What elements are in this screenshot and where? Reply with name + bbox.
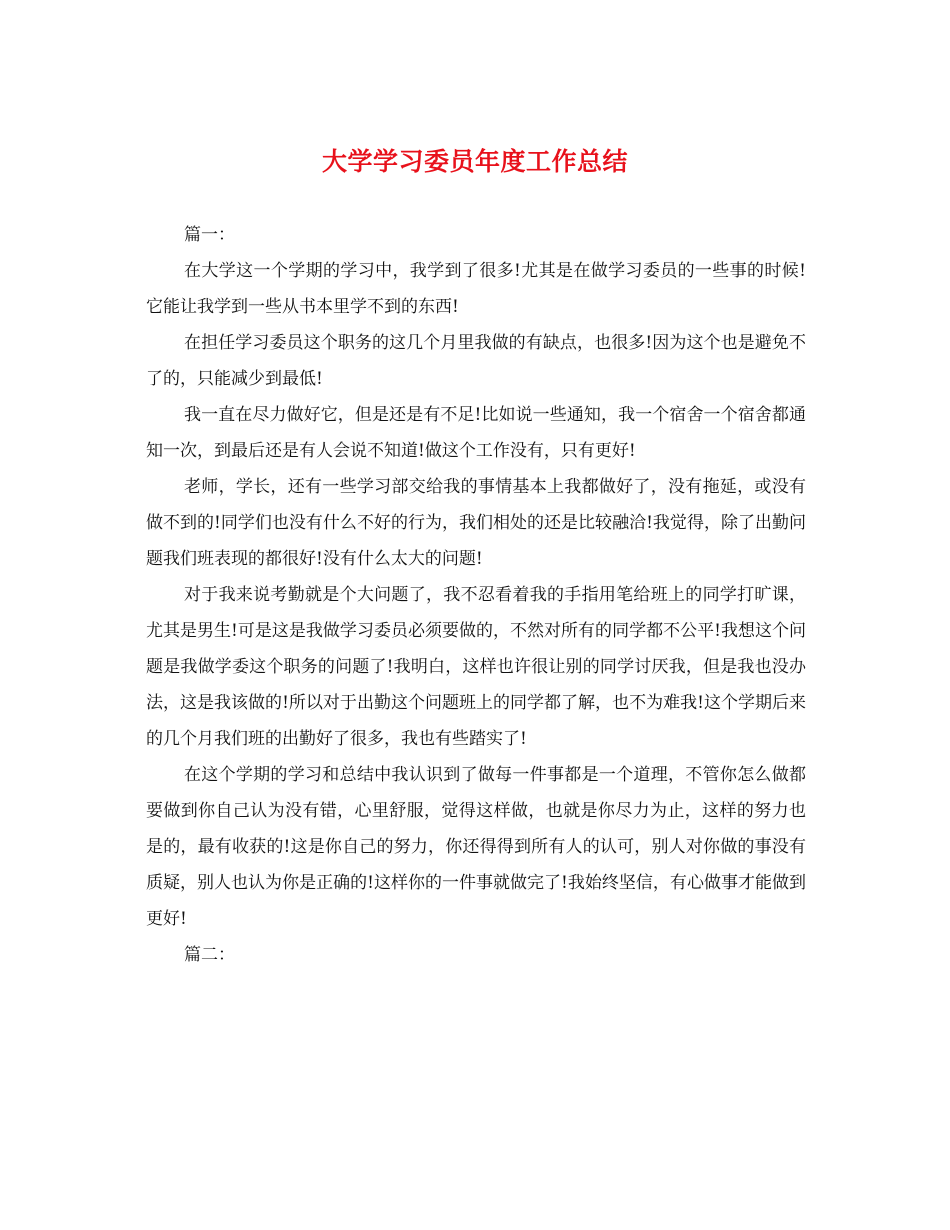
paragraph: 我一直在尽力做好它，但是还是有不足!比如说一些通知，我一个宿舍一个宿舍都通知一次，到最后还是有人会说不知道!做这个工作没有，只有更好! — [146, 405, 806, 461]
paragraph: 在大学这一个学期的学习中，我学到了很多!尤其是在做学习委员的一些事的时候!它能让我学到一些从书本里学不到的东西! — [146, 261, 806, 317]
paragraph: 在担任学习委员这个职务的这几个月里我做的有缺点，也很多!因为这个也是避免不了的，只能减少到最低! — [146, 333, 806, 389]
paragraph: 对于我来说考勤就是个大问题了，我不忍看着我的手指用笔给班上的同学打旷课，尤其是男生!可是这是我做学习委员必须要做的，不然对所有的同学都不公平!我想这个问题是我做学委这个职务的问题了!我明白，这样也许很让别的同学讨厌我，但是我也没办法，这是我该做的!所以对于出勤这个问题班上的同学都了解，也不为难我!这个学期后来的几个月我们班的出勤好了很多，我也有些踏实了! — [146, 585, 806, 749]
paragraph: 老师，学长，还有一些学习部交给我的事情基本上我都做好了，没有拖延，或没有做不到的!同学们也没有什么不好的行为，我们相处的还是比较融洽!我觉得，除了出勤问题我们班表现的都很好!没有什么太大的问题! — [146, 477, 806, 569]
document-body — [146, 217, 806, 973]
document-title: 大学学习委员年度工作总结 — [321, 147, 628, 176]
section-heading-2: 篇二： — [184, 945, 235, 965]
section-heading-1: 篇一： — [184, 225, 235, 245]
paragraph: 在这个学期的学习和总结中我认识到了做每一件事都是一个道理，不管你怎么做都要做到你自己认为没有错，心里舒服，觉得这样做，也就是你尽力为止，这样的努力也是的，最有收获的!这是你自己的努力，你还得得到所有人的认可，别人对你做的事没有质疑，别人也认为你是正确的!这样你的一件事就做完了!我始终坚信，有心做事才能做到更好! — [146, 765, 806, 929]
